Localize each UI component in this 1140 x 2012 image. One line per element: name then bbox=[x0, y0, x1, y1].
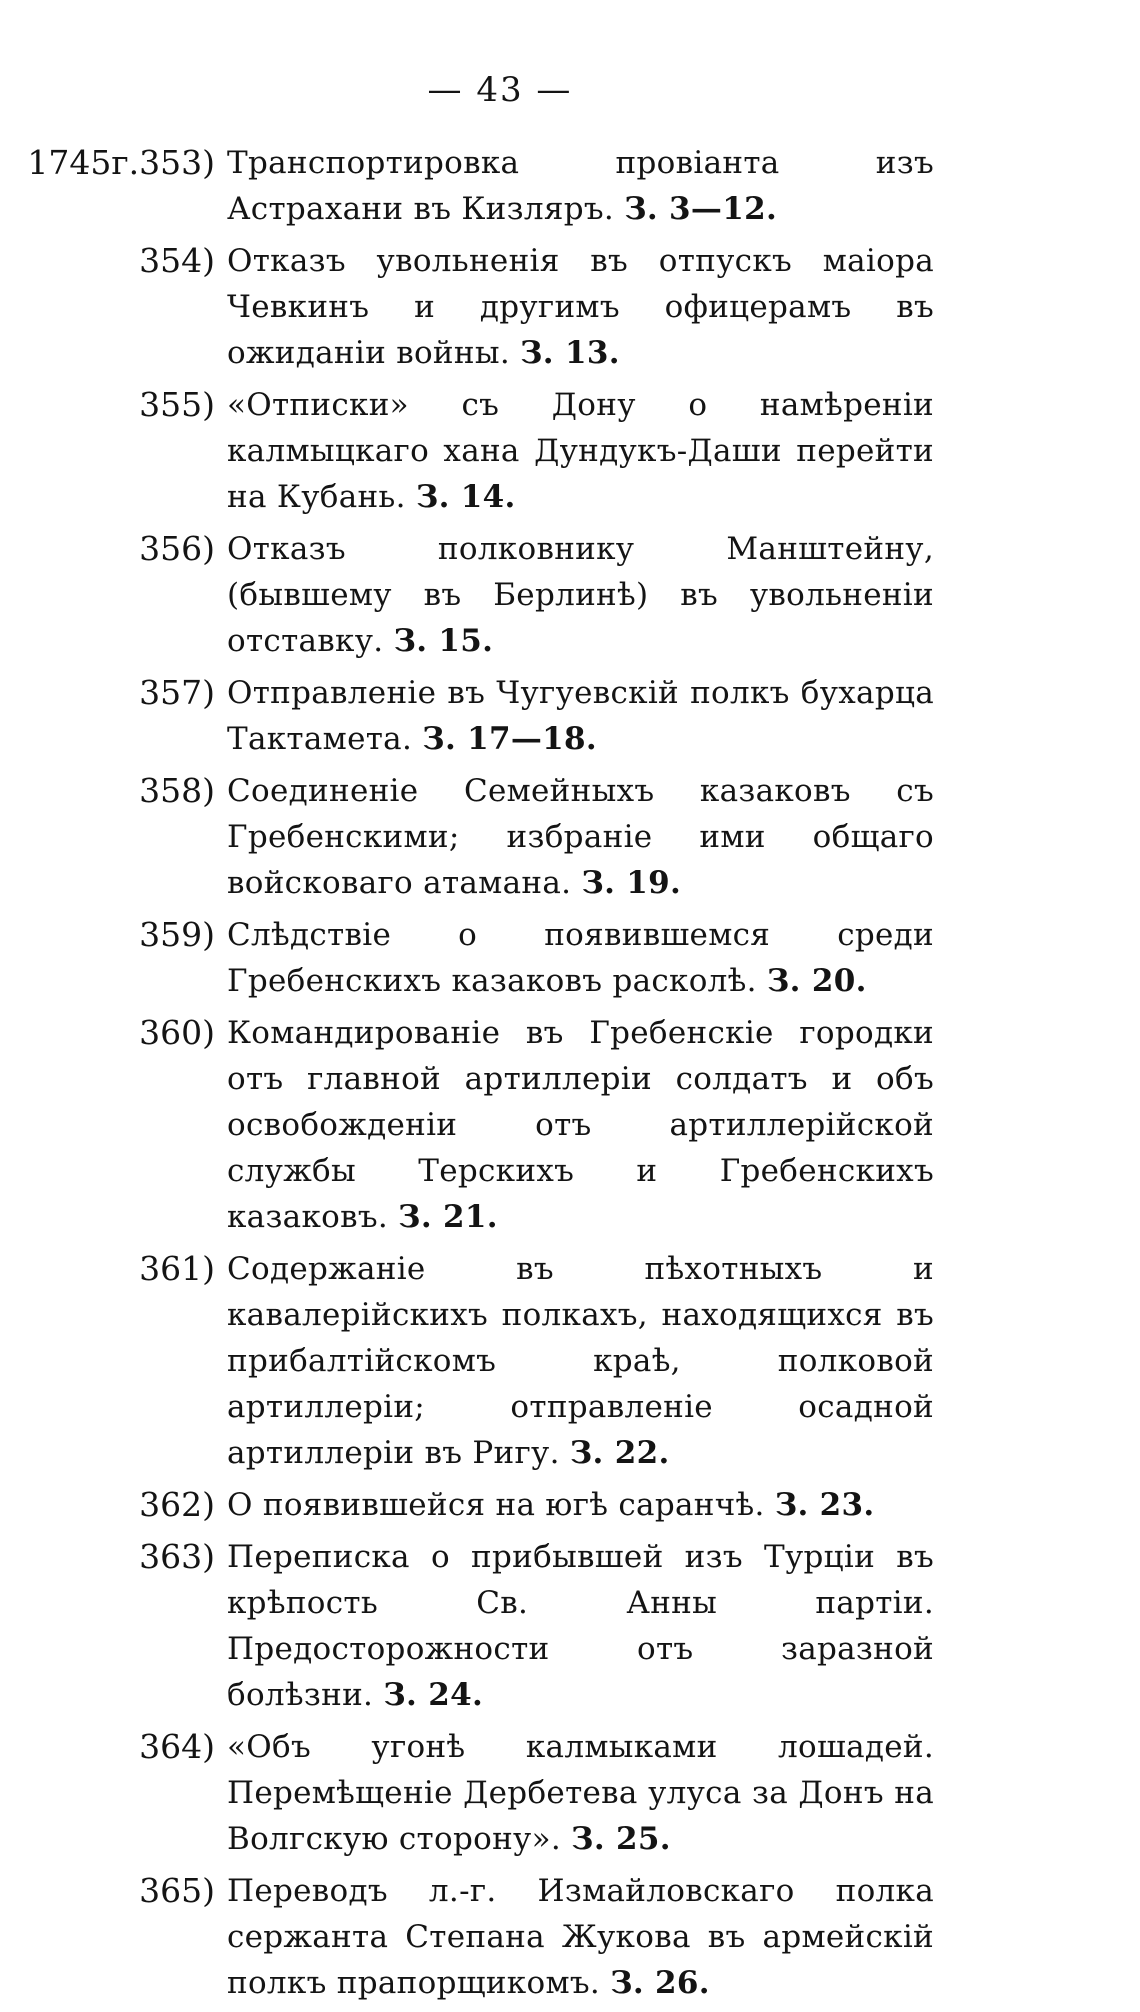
entry-text: «Отписки» съ Дону о намѣреніи калмыцкаго хана Дундукъ-Даши перейти на Кубань. bbox=[227, 387, 934, 515]
entry-text-block bbox=[227, 670, 934, 762]
entry-text: «Объ угонѣ калмыками лошадей. Перемѣщеніе Дербетева улуса за Донъ на Волгскую сторону». bbox=[227, 1729, 934, 1857]
entry-number: 1745г.353) bbox=[27, 143, 215, 182]
entry-reference: З. 26. bbox=[610, 1965, 710, 2001]
entry-reference: З. 20. bbox=[766, 963, 867, 999]
entry-text-block bbox=[227, 1868, 934, 2006]
list-item bbox=[0, 912, 1140, 1004]
entry-text: Переписка о прибывшей изъ Турціи въ крѣпость Св. Анны партіи. Предосторожности отъ заразной болѣзни. bbox=[227, 1539, 934, 1713]
entry-number: 357) bbox=[139, 673, 215, 712]
entry-text: Отправленіе въ Чугуевскій полкъ бухарца Тактамета. bbox=[227, 675, 934, 757]
entry-text: Переводъ л.-г. Измайловскаго полка сержанта Степана Жукова въ армейскій полкъ прапорщикомъ. bbox=[227, 1873, 934, 2001]
list-item bbox=[0, 670, 1140, 762]
entry-text-block bbox=[227, 526, 934, 664]
entry-reference: З. 14. bbox=[415, 479, 516, 515]
list-item bbox=[0, 1482, 1140, 1528]
list-item bbox=[0, 382, 1140, 520]
entry-text-block bbox=[227, 1010, 934, 1240]
entry-text-block bbox=[227, 1724, 934, 1862]
entry-reference: З. 13. bbox=[520, 335, 620, 371]
entry-text: Соединеніе Семейныхъ казаковъ съ Гребенскими; избраніе ими общаго войсковаго атамана. bbox=[227, 773, 934, 901]
entry-text-block bbox=[227, 912, 934, 1004]
entry-text-block bbox=[227, 1534, 934, 1718]
entry-reference: З. 24. bbox=[383, 1677, 484, 1713]
list-item bbox=[0, 1010, 1140, 1240]
entry-text: Отказъ полковнику Манштейну, (бывшему въ Берлинѣ) въ увольненіи отставку. bbox=[227, 531, 934, 659]
entry-number: 364) bbox=[139, 1727, 215, 1766]
entry-text: О появившейся на югѣ саранчѣ. bbox=[227, 1487, 765, 1523]
list-item bbox=[0, 768, 1140, 906]
entry-text-block bbox=[227, 768, 934, 906]
entry-reference: З. 22. bbox=[569, 1435, 670, 1471]
list-item bbox=[0, 1246, 1140, 1476]
entry-reference: З. 15. bbox=[393, 623, 494, 659]
entry-reference: З. 21. bbox=[398, 1199, 498, 1235]
list-item bbox=[0, 526, 1140, 664]
entry-text: Отказъ увольненія въ отпускъ маіора Чевкинъ и другимъ офицерамъ въ ожиданіи войны. bbox=[227, 243, 934, 371]
entry-number: 361) bbox=[139, 1249, 215, 1288]
entry-text: Слѣдствіе о появившемся среди Гребенскихъ казаковъ расколѣ. bbox=[227, 917, 934, 999]
entry-reference: З. 19. bbox=[581, 865, 682, 901]
entry-reference: З. 3—12. bbox=[624, 191, 778, 227]
list-item bbox=[0, 238, 1140, 376]
entry-list bbox=[0, 140, 1140, 2012]
entry-reference: З. 17—18. bbox=[422, 721, 597, 757]
entry-text-block bbox=[227, 238, 934, 376]
entry-text: Содержаніе въ пѣхотныхъ и кавалерійскихъ полкахъ, находящихся въ прибалтійскомъ краѣ, полковой артиллеріи; отправленіе осадной артиллеріи въ Ригу. bbox=[227, 1251, 934, 1471]
entry-number: 365) bbox=[139, 1871, 215, 1910]
entry-reference: З. 23. bbox=[774, 1487, 875, 1523]
entry-number: 363) bbox=[139, 1537, 215, 1576]
entry-text-block bbox=[227, 1482, 934, 1528]
entry-text: Транспортировка провіанта изъ Астрахани въ Кизляръ. bbox=[227, 145, 934, 227]
entry-number: 356) bbox=[139, 529, 215, 568]
entry-text: Командированіе въ Гребенскіе городки отъ главной артиллеріи солдатъ и объ освобожденіи отъ артиллерійской службы Терскихъ и Гребенскихъ казаковъ. bbox=[227, 1015, 934, 1235]
entry-number: 354) bbox=[139, 241, 215, 280]
entry-number: 355) bbox=[139, 385, 215, 424]
list-item bbox=[0, 1868, 1140, 2006]
list-item bbox=[0, 140, 1140, 232]
entry-text-block bbox=[227, 382, 934, 520]
entry-reference: З. 25. bbox=[571, 1821, 671, 1857]
entry-number: 358) bbox=[139, 771, 215, 810]
entry-number: 359) bbox=[139, 915, 215, 954]
entry-text-block bbox=[227, 140, 934, 232]
page-number: — 43 — bbox=[427, 70, 573, 110]
list-item bbox=[0, 1724, 1140, 1862]
list-item bbox=[0, 1534, 1140, 1718]
entry-number: 362) bbox=[139, 1485, 215, 1524]
entry-number: 360) bbox=[139, 1013, 215, 1052]
entry-text-block bbox=[227, 1246, 934, 1476]
